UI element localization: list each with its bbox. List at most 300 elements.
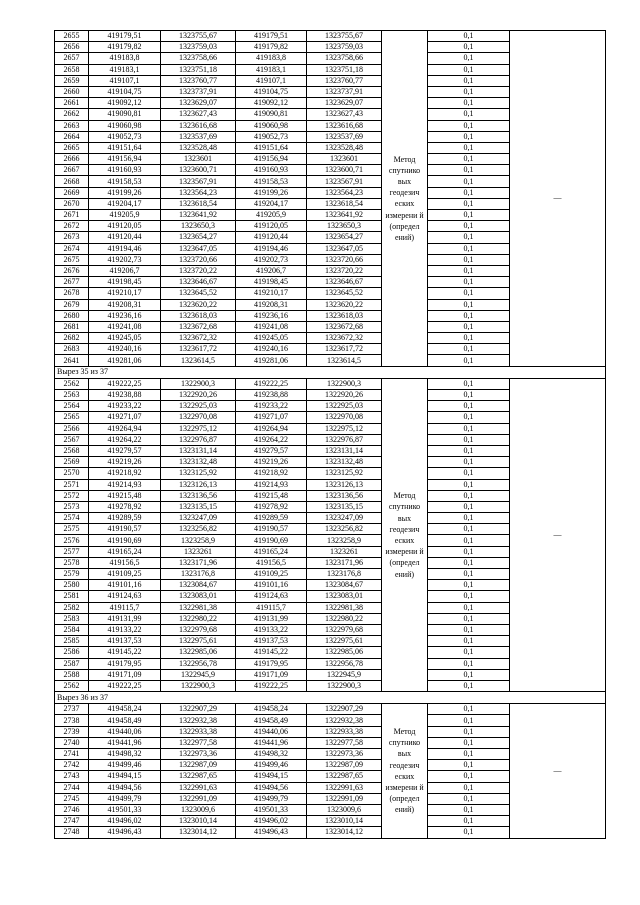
- x-coordinate-cell: 419052,73: [89, 131, 161, 142]
- y-coordinate-cell: 1323125,92: [161, 468, 236, 479]
- y-coordinate-cell: 1323126,13: [161, 479, 236, 490]
- accuracy-cell: 0,1: [428, 310, 510, 321]
- y-coordinate-cell: 1323131,14: [161, 445, 236, 456]
- point-number-cell: 2683: [55, 344, 89, 355]
- point-number-cell: 2571: [55, 479, 89, 490]
- x-coordinate-cell: 419190,57: [89, 524, 161, 535]
- x-coordinate-cell: 419109,25: [89, 569, 161, 580]
- section-header-row: [55, 692, 606, 704]
- point-number-cell: 2570: [55, 468, 89, 479]
- point-number-cell: 2670: [55, 198, 89, 209]
- y-coordinate-cell: 1323132,48: [161, 457, 236, 468]
- x-coordinate-2-cell: 419215,48: [236, 490, 307, 501]
- x-coordinate-cell: 419165,24: [89, 546, 161, 557]
- y-coordinate-cell: 1322973,36: [161, 749, 236, 760]
- accuracy-cell: 0,1: [428, 749, 510, 760]
- x-coordinate-cell: 419271,07: [89, 412, 161, 423]
- x-coordinate-2-cell: 419109,25: [236, 569, 307, 580]
- point-number-cell: 2568: [55, 445, 89, 456]
- y-coordinate-cell: 1322987,65: [161, 771, 236, 782]
- y-coordinate-2-cell: 1323759,03: [307, 42, 382, 53]
- accuracy-cell: 0,1: [428, 75, 510, 86]
- point-number-cell: 2580: [55, 580, 89, 591]
- accuracy-cell: 0,1: [428, 479, 510, 490]
- point-number-cell: 2565: [55, 412, 89, 423]
- accuracy-cell: 0,1: [428, 816, 510, 827]
- x-coordinate-cell: 419440,06: [89, 726, 161, 737]
- accuracy-cell: 0,1: [428, 187, 510, 198]
- x-coordinate-cell: 419238,88: [89, 390, 161, 401]
- x-coordinate-cell: 419279,57: [89, 445, 161, 456]
- y-coordinate-cell: 1322970,08: [161, 412, 236, 423]
- accuracy-cell: 0,1: [428, 423, 510, 434]
- x-coordinate-cell: 419183,1: [89, 64, 161, 75]
- x-coordinate-2-cell: 419236,16: [236, 310, 307, 321]
- accuracy-cell: 0,1: [428, 827, 510, 838]
- x-coordinate-cell: 419204,17: [89, 198, 161, 209]
- y-coordinate-cell: 1323720,66: [161, 254, 236, 265]
- y-coordinate-2-cell: 1323650,3: [307, 221, 382, 232]
- x-coordinate-2-cell: 419115,7: [236, 602, 307, 613]
- y-coordinate-2-cell: 1323171,96: [307, 557, 382, 568]
- table-body: [55, 31, 606, 839]
- point-number-cell: 2566: [55, 423, 89, 434]
- point-number-cell: 2572: [55, 490, 89, 501]
- point-number-cell: 2743: [55, 771, 89, 782]
- x-coordinate-2-cell: 419160,93: [236, 165, 307, 176]
- x-coordinate-cell: 419107,1: [89, 75, 161, 86]
- x-coordinate-cell: 419222,25: [89, 680, 161, 691]
- y-coordinate-2-cell: 1323646,67: [307, 277, 382, 288]
- point-number-cell: 2678: [55, 288, 89, 299]
- point-number-cell: 2662: [55, 109, 89, 120]
- x-coordinate-2-cell: 419222,25: [236, 378, 307, 389]
- point-number-cell: 2657: [55, 53, 89, 64]
- x-coordinate-2-cell: 419190,57: [236, 524, 307, 535]
- accuracy-cell: 0,1: [428, 557, 510, 568]
- x-coordinate-2-cell: 419090,81: [236, 109, 307, 120]
- accuracy-cell: 0,1: [428, 569, 510, 580]
- accuracy-cell: 0,1: [428, 142, 510, 153]
- point-number-cell: 2737: [55, 704, 89, 715]
- x-coordinate-cell: 419158,53: [89, 176, 161, 187]
- point-number-cell: 2573: [55, 501, 89, 512]
- x-coordinate-cell: 419233,22: [89, 401, 161, 412]
- y-coordinate-2-cell: 1322975,61: [307, 636, 382, 647]
- accuracy-cell: 0,1: [428, 624, 510, 635]
- y-coordinate-2-cell: 1323176,8: [307, 569, 382, 580]
- accuracy-cell: 0,1: [428, 221, 510, 232]
- x-coordinate-2-cell: 419238,88: [236, 390, 307, 401]
- point-number-cell: 2675: [55, 254, 89, 265]
- point-number-cell: 2665: [55, 142, 89, 153]
- y-coordinate-cell: 1323617,72: [161, 344, 236, 355]
- point-number-cell: 2679: [55, 299, 89, 310]
- x-coordinate-2-cell: 419214,93: [236, 479, 307, 490]
- point-number-cell: 2746: [55, 804, 89, 815]
- point-number-cell: 2673: [55, 232, 89, 243]
- x-coordinate-cell: 419278,92: [89, 501, 161, 512]
- y-coordinate-cell: 1322987,09: [161, 760, 236, 771]
- x-coordinate-cell: 419156,94: [89, 154, 161, 165]
- y-coordinate-cell: 1322980,22: [161, 613, 236, 624]
- y-coordinate-2-cell: 1323010,14: [307, 816, 382, 827]
- y-coordinate-cell: 1323601: [161, 154, 236, 165]
- x-coordinate-cell: 419101,16: [89, 580, 161, 591]
- y-coordinate-cell: 1322945,9: [161, 669, 236, 680]
- x-coordinate-cell: 419281,06: [89, 355, 161, 366]
- y-coordinate-cell: 1322975,61: [161, 636, 236, 647]
- x-coordinate-cell: 419236,16: [89, 310, 161, 321]
- point-number-cell: 2741: [55, 749, 89, 760]
- y-coordinate-2-cell: 1322975,12: [307, 423, 382, 434]
- table-row: [55, 31, 606, 42]
- y-coordinate-cell: 1323620,22: [161, 299, 236, 310]
- y-coordinate-cell: 1323537,69: [161, 131, 236, 142]
- y-coordinate-2-cell: 1323131,14: [307, 445, 382, 456]
- point-number-cell: 2581: [55, 591, 89, 602]
- point-number-cell: 2655: [55, 31, 89, 42]
- y-coordinate-2-cell: 1322900,3: [307, 378, 382, 389]
- section-title: Вырез 36 из 37: [55, 692, 606, 704]
- x-coordinate-cell: 419205,9: [89, 210, 161, 221]
- point-number-cell: 2681: [55, 321, 89, 332]
- y-coordinate-2-cell: 1322979,68: [307, 624, 382, 635]
- point-number-cell: 2656: [55, 42, 89, 53]
- accuracy-cell: 0,1: [428, 591, 510, 602]
- x-coordinate-2-cell: 419156,94: [236, 154, 307, 165]
- x-coordinate-2-cell: 419494,15: [236, 771, 307, 782]
- accuracy-cell: 0,1: [428, 344, 510, 355]
- x-coordinate-2-cell: 419458,49: [236, 715, 307, 726]
- y-coordinate-2-cell: 1323083,01: [307, 591, 382, 602]
- point-number-cell: 2676: [55, 265, 89, 276]
- x-coordinate-2-cell: 419205,9: [236, 210, 307, 221]
- x-coordinate-2-cell: 419179,95: [236, 658, 307, 669]
- accuracy-cell: 0,1: [428, 288, 510, 299]
- x-coordinate-cell: 419218,92: [89, 468, 161, 479]
- x-coordinate-cell: 419214,93: [89, 479, 161, 490]
- y-coordinate-2-cell: 1323755,67: [307, 31, 382, 42]
- accuracy-cell: 0,1: [428, 804, 510, 815]
- y-coordinate-cell: 1322900,3: [161, 378, 236, 389]
- accuracy-cell: 0,1: [428, 613, 510, 624]
- x-coordinate-2-cell: 419204,17: [236, 198, 307, 209]
- x-coordinate-cell: 419179,95: [89, 658, 161, 669]
- y-coordinate-2-cell: 1323627,43: [307, 109, 382, 120]
- y-coordinate-cell: 1323647,05: [161, 243, 236, 254]
- y-coordinate-cell: 1323014,12: [161, 827, 236, 838]
- x-coordinate-cell: 419202,73: [89, 254, 161, 265]
- x-coordinate-2-cell: 419194,46: [236, 243, 307, 254]
- y-coordinate-2-cell: 1322985,06: [307, 647, 382, 658]
- point-number-cell: 2664: [55, 131, 89, 142]
- accuracy-cell: 0,1: [428, 434, 510, 445]
- point-number-cell: 2641: [55, 355, 89, 366]
- y-coordinate-2-cell: 1323009,6: [307, 804, 382, 815]
- x-coordinate-cell: 419208,31: [89, 299, 161, 310]
- y-coordinate-cell: 1322900,3: [161, 680, 236, 691]
- x-coordinate-cell: 419501,33: [89, 804, 161, 815]
- x-coordinate-cell: 419494,15: [89, 771, 161, 782]
- accuracy-cell: 0,1: [428, 355, 510, 366]
- y-coordinate-cell: 1323135,15: [161, 501, 236, 512]
- y-coordinate-2-cell: 1323564,23: [307, 187, 382, 198]
- x-coordinate-cell: 419133,22: [89, 624, 161, 635]
- x-coordinate-cell: 419206,7: [89, 265, 161, 276]
- table-row: [55, 704, 606, 715]
- x-coordinate-2-cell: 419281,06: [236, 355, 307, 366]
- x-coordinate-2-cell: 419210,17: [236, 288, 307, 299]
- y-coordinate-2-cell: 1322920,26: [307, 390, 382, 401]
- x-coordinate-cell: 419264,22: [89, 434, 161, 445]
- y-coordinate-cell: 1323176,8: [161, 569, 236, 580]
- x-coordinate-2-cell: 419124,63: [236, 591, 307, 602]
- point-number-cell: 2739: [55, 726, 89, 737]
- accuracy-cell: 0,1: [428, 176, 510, 187]
- point-number-cell: 2674: [55, 243, 89, 254]
- y-coordinate-cell: 1322920,26: [161, 390, 236, 401]
- accuracy-cell: 0,1: [428, 546, 510, 557]
- accuracy-cell: 0,1: [428, 658, 510, 669]
- y-coordinate-cell: 1323654,27: [161, 232, 236, 243]
- point-number-cell: 2574: [55, 513, 89, 524]
- point-number-cell: 2680: [55, 310, 89, 321]
- x-coordinate-2-cell: 419202,73: [236, 254, 307, 265]
- x-coordinate-cell: 419104,75: [89, 86, 161, 97]
- x-coordinate-cell: 419499,79: [89, 793, 161, 804]
- y-coordinate-2-cell: 1323737,91: [307, 86, 382, 97]
- point-number-cell: 2575: [55, 524, 89, 535]
- point-number-cell: 2582: [55, 602, 89, 613]
- y-coordinate-cell: 1323171,96: [161, 557, 236, 568]
- x-coordinate-cell: 419240,16: [89, 344, 161, 355]
- y-coordinate-cell: 1323646,67: [161, 277, 236, 288]
- point-number-cell: 2579: [55, 569, 89, 580]
- y-coordinate-cell: 1323720,22: [161, 265, 236, 276]
- x-coordinate-2-cell: 419218,92: [236, 468, 307, 479]
- x-coordinate-2-cell: 419120,05: [236, 221, 307, 232]
- x-coordinate-2-cell: 419241,08: [236, 321, 307, 332]
- x-coordinate-cell: 419199,26: [89, 187, 161, 198]
- point-number-cell: 2658: [55, 64, 89, 75]
- y-coordinate-2-cell: 1322907,29: [307, 704, 382, 715]
- table-row: [55, 378, 606, 389]
- accuracy-cell: 0,1: [428, 154, 510, 165]
- dash-cell: —: [510, 378, 606, 691]
- x-coordinate-cell: 419115,7: [89, 602, 161, 613]
- accuracy-cell: 0,1: [428, 782, 510, 793]
- x-coordinate-2-cell: 419441,96: [236, 737, 307, 748]
- y-coordinate-cell: 1322975,12: [161, 423, 236, 434]
- point-number-cell: 2585: [55, 636, 89, 647]
- y-coordinate-2-cell: 1323084,67: [307, 580, 382, 591]
- y-coordinate-2-cell: 1323618,03: [307, 310, 382, 321]
- y-coordinate-cell: 1323010,14: [161, 816, 236, 827]
- x-coordinate-2-cell: 419222,25: [236, 680, 307, 691]
- point-number-cell: 2563: [55, 390, 89, 401]
- y-coordinate-2-cell: 1323247,09: [307, 513, 382, 524]
- y-coordinate-2-cell: 1323617,72: [307, 344, 382, 355]
- x-coordinate-cell: 419219,26: [89, 457, 161, 468]
- accuracy-cell: 0,1: [428, 793, 510, 804]
- x-coordinate-2-cell: 419052,73: [236, 131, 307, 142]
- y-coordinate-cell: 1322991,09: [161, 793, 236, 804]
- point-number-cell: 2671: [55, 210, 89, 221]
- y-coordinate-2-cell: 1323600,71: [307, 165, 382, 176]
- x-coordinate-cell: 419496,02: [89, 816, 161, 827]
- x-coordinate-2-cell: 419219,26: [236, 457, 307, 468]
- x-coordinate-2-cell: 419289,59: [236, 513, 307, 524]
- x-coordinate-2-cell: 419120,44: [236, 232, 307, 243]
- x-coordinate-cell: 419151,64: [89, 142, 161, 153]
- point-number-cell: 2576: [55, 535, 89, 546]
- y-coordinate-2-cell: 1322977,58: [307, 737, 382, 748]
- point-number-cell: 2660: [55, 86, 89, 97]
- x-coordinate-2-cell: 419190,69: [236, 535, 307, 546]
- x-coordinate-2-cell: 419199,26: [236, 187, 307, 198]
- y-coordinate-cell: 1323641,92: [161, 210, 236, 221]
- accuracy-cell: 0,1: [428, 31, 510, 42]
- y-coordinate-cell: 1323136,56: [161, 490, 236, 501]
- x-coordinate-2-cell: 419264,94: [236, 423, 307, 434]
- accuracy-cell: 0,1: [428, 277, 510, 288]
- accuracy-cell: 0,1: [428, 501, 510, 512]
- method-cell: Метод спутнико вых геодезич еских измерени й (определ ений): [382, 378, 428, 691]
- accuracy-cell: 0,1: [428, 401, 510, 412]
- accuracy-cell: 0,1: [428, 726, 510, 737]
- point-number-cell: 2668: [55, 176, 89, 187]
- y-coordinate-cell: 1322985,06: [161, 647, 236, 658]
- x-coordinate-cell: 419171,09: [89, 669, 161, 680]
- y-coordinate-cell: 1323758,66: [161, 53, 236, 64]
- x-coordinate-2-cell: 419206,7: [236, 265, 307, 276]
- point-number-cell: 2747: [55, 816, 89, 827]
- x-coordinate-cell: 419441,96: [89, 737, 161, 748]
- x-coordinate-cell: 419060,98: [89, 120, 161, 131]
- accuracy-cell: 0,1: [428, 42, 510, 53]
- point-number-cell: 2567: [55, 434, 89, 445]
- accuracy-cell: 0,1: [428, 680, 510, 691]
- y-coordinate-2-cell: 1323537,69: [307, 131, 382, 142]
- dash-cell: —: [510, 704, 606, 838]
- x-coordinate-cell: 419160,93: [89, 165, 161, 176]
- accuracy-cell: 0,1: [428, 232, 510, 243]
- y-coordinate-cell: 1323600,71: [161, 165, 236, 176]
- y-coordinate-cell: 1323672,32: [161, 333, 236, 344]
- point-number-cell: 2583: [55, 613, 89, 624]
- y-coordinate-cell: 1323672,68: [161, 321, 236, 332]
- y-coordinate-2-cell: 1322980,22: [307, 613, 382, 624]
- y-coordinate-2-cell: 1323135,15: [307, 501, 382, 512]
- point-number-cell: 2587: [55, 658, 89, 669]
- accuracy-cell: 0,1: [428, 636, 510, 647]
- x-coordinate-2-cell: 419498,32: [236, 749, 307, 760]
- x-coordinate-cell: 419494,56: [89, 782, 161, 793]
- section-header-row: [55, 366, 606, 378]
- accuracy-cell: 0,1: [428, 457, 510, 468]
- y-coordinate-2-cell: 1323645,52: [307, 288, 382, 299]
- x-coordinate-cell: 419137,53: [89, 636, 161, 647]
- x-coordinate-2-cell: 419060,98: [236, 120, 307, 131]
- y-coordinate-2-cell: 1323760,77: [307, 75, 382, 86]
- point-number-cell: 2562: [55, 378, 89, 389]
- accuracy-cell: 0,1: [428, 412, 510, 423]
- x-coordinate-2-cell: 419183,8: [236, 53, 307, 64]
- y-coordinate-cell: 1322956,78: [161, 658, 236, 669]
- y-coordinate-2-cell: 1322932,38: [307, 715, 382, 726]
- y-coordinate-2-cell: 1323654,27: [307, 232, 382, 243]
- y-coordinate-2-cell: 1323620,22: [307, 299, 382, 310]
- y-coordinate-cell: 1323737,91: [161, 86, 236, 97]
- x-coordinate-cell: 419131,99: [89, 613, 161, 624]
- x-coordinate-cell: 419120,44: [89, 232, 161, 243]
- accuracy-cell: 0,1: [428, 254, 510, 265]
- y-coordinate-2-cell: 1323618,54: [307, 198, 382, 209]
- x-coordinate-2-cell: 419494,56: [236, 782, 307, 793]
- x-coordinate-cell: 419124,63: [89, 591, 161, 602]
- y-coordinate-2-cell: 1323567,91: [307, 176, 382, 187]
- point-number-cell: 2578: [55, 557, 89, 568]
- y-coordinate-2-cell: 1322991,09: [307, 793, 382, 804]
- y-coordinate-cell: 1323629,07: [161, 98, 236, 109]
- x-coordinate-2-cell: 419501,33: [236, 804, 307, 815]
- accuracy-cell: 0,1: [428, 490, 510, 501]
- y-coordinate-cell: 1322991,63: [161, 782, 236, 793]
- accuracy-cell: 0,1: [428, 131, 510, 142]
- y-coordinate-cell: 1323627,43: [161, 109, 236, 120]
- y-coordinate-2-cell: 1322900,3: [307, 680, 382, 691]
- x-coordinate-cell: 419190,69: [89, 535, 161, 546]
- y-coordinate-cell: 1322932,38: [161, 715, 236, 726]
- x-coordinate-2-cell: 419245,05: [236, 333, 307, 344]
- point-number-cell: 2564: [55, 401, 89, 412]
- point-number-cell: 2659: [55, 75, 89, 86]
- y-coordinate-cell: 1323616,68: [161, 120, 236, 131]
- y-coordinate-2-cell: 1323014,12: [307, 827, 382, 838]
- y-coordinate-2-cell: 1323614,5: [307, 355, 382, 366]
- x-coordinate-cell: 419289,59: [89, 513, 161, 524]
- x-coordinate-2-cell: 419101,16: [236, 580, 307, 591]
- section-title: Вырез 35 из 37: [55, 366, 606, 378]
- accuracy-cell: 0,1: [428, 513, 510, 524]
- point-number-cell: 2748: [55, 827, 89, 838]
- accuracy-cell: 0,1: [428, 669, 510, 680]
- accuracy-cell: 0,1: [428, 86, 510, 97]
- point-number-cell: 2584: [55, 624, 89, 635]
- accuracy-cell: 0,1: [428, 299, 510, 310]
- accuracy-cell: 0,1: [428, 737, 510, 748]
- y-coordinate-2-cell: 1323758,66: [307, 53, 382, 64]
- y-coordinate-cell: 1323751,18: [161, 64, 236, 75]
- point-number-cell: 2669: [55, 187, 89, 198]
- y-coordinate-cell: 1322977,58: [161, 737, 236, 748]
- y-coordinate-cell: 1322933,38: [161, 726, 236, 737]
- x-coordinate-cell: 419498,32: [89, 749, 161, 760]
- y-coordinate-2-cell: 1323261: [307, 546, 382, 557]
- x-coordinate-2-cell: 419158,53: [236, 176, 307, 187]
- x-coordinate-2-cell: 419208,31: [236, 299, 307, 310]
- point-number-cell: 2742: [55, 760, 89, 771]
- x-coordinate-cell: 419245,05: [89, 333, 161, 344]
- accuracy-cell: 0,1: [428, 321, 510, 332]
- y-coordinate-2-cell: 1322956,78: [307, 658, 382, 669]
- accuracy-cell: 0,1: [428, 64, 510, 75]
- accuracy-cell: 0,1: [428, 120, 510, 131]
- document-page: [54, 30, 605, 839]
- accuracy-cell: 0,1: [428, 647, 510, 658]
- x-coordinate-2-cell: 419179,51: [236, 31, 307, 42]
